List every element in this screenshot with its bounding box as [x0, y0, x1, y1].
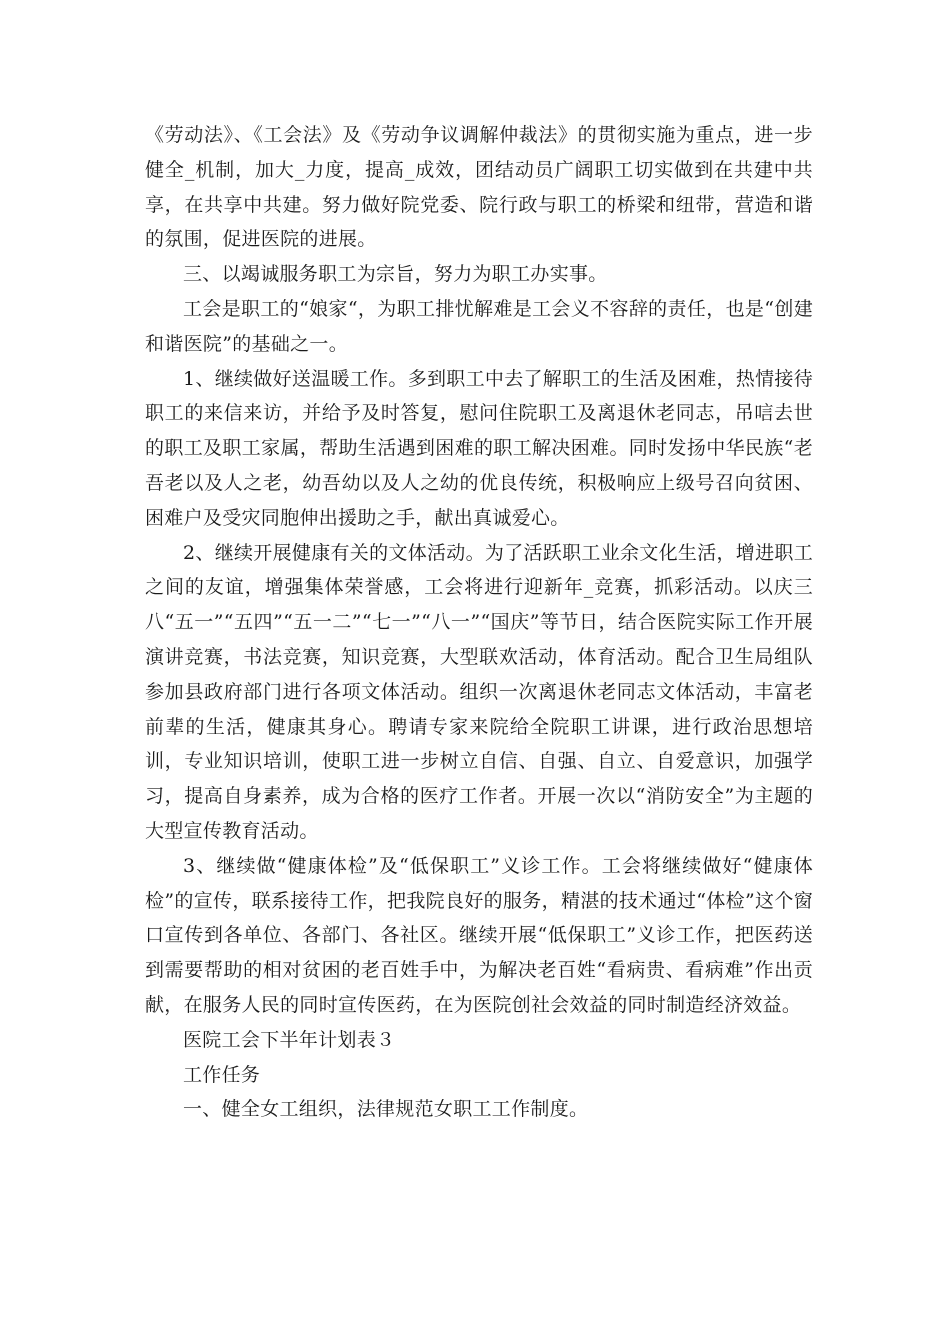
paragraph-6: 3、继续做“健康体检”及“低保职工”义诊工作。工会将继续做好“健康体检”的宣传，联系接待工作，把我院良好的服务，精湛的技术通过“体检”这个窗口宣传到各单位、各部门、各社区。继续开展“低保职工”义诊工作，把医药送到需要帮助的相对贫困的老百姓手中，为解决老百姓“看病贵、看病难”作出贡献，在服务人民的同时宣传医药，在为医院创社会效益的同时制造经济效益。 — [145, 854, 813, 1016]
section-heading-tasks: 工作任务 — [183, 1063, 261, 1086]
paragraph-9: 一、健全女工组织，法律规范女职工工作制度。 — [183, 1098, 589, 1121]
paragraph-3: 工会是职工的“娘家“，为职工排忧解难是工会义不容辞的责任，也是“创建和谐医院”的基础之一。 — [145, 297, 813, 355]
section-heading-plan: 医院工会下半年计划表３ — [183, 1028, 396, 1051]
document-body — [145, 118, 813, 1127]
paragraph-2: 三、以竭诚服务职工为宗旨，努力为职工办实事。 — [183, 263, 608, 286]
paragraph-1: 《劳动法》、《工会法》及《劳动争议调解仲裁法》的贯彻实施为重点，进一步健全_机制，加大_力度，提高_成效，团结动员广阔职工切实做到在共建中共享，在共享中共建。努力做好院党委、院行政与职工的桥梁和纽带，营造和谐的氛围，促进医院的进展。 — [145, 124, 813, 251]
paragraph-4: 1、继续做好送温暖工作。多到职工中去了解职工的生活及困难，热情接待职工的来信来访，并给予及时答复，慰问住院职工及离退休老同志，吊唁去世的职工及职工家属，帮助生活遇到困难的职工解决困难。同时发扬中华民族“老吾老以及人之老，幼吾幼以及人之幼的优良传统，积极响应上级号召向贫困、困难户及受灾同胞伸出援助之手，献出真诚爱心。 — [145, 367, 813, 529]
paragraph-5: 2、继续开展健康有关的文体活动。为了活跃职工业余文化生活，增进职工之间的友谊，增强集体荣誉感，工会将进行迎新年_竞赛，抓彩活动。以庆三八“五一”“五四”“五一二”“七一”“八一”“国庆”等节日，结合医院实际工作开展演讲竞赛，书法竞赛，知识竞赛，大型联欢活动，体育活动。配合卫生局组队参加县政府部门进行各项文体活动。组织一次离退休老同志文体活动，丰富老前辈的生活，健康其身心。聘请专家来院给全院职工讲课，进行政治思想培训，专业知识培训，使职工进一步树立自信、自强、自立、自爱意识，加强学习，提高自身素养，成为合格的医疗工作者。开展一次以“消防安全”为主题的大型宣传教育活动。 — [145, 541, 813, 842]
